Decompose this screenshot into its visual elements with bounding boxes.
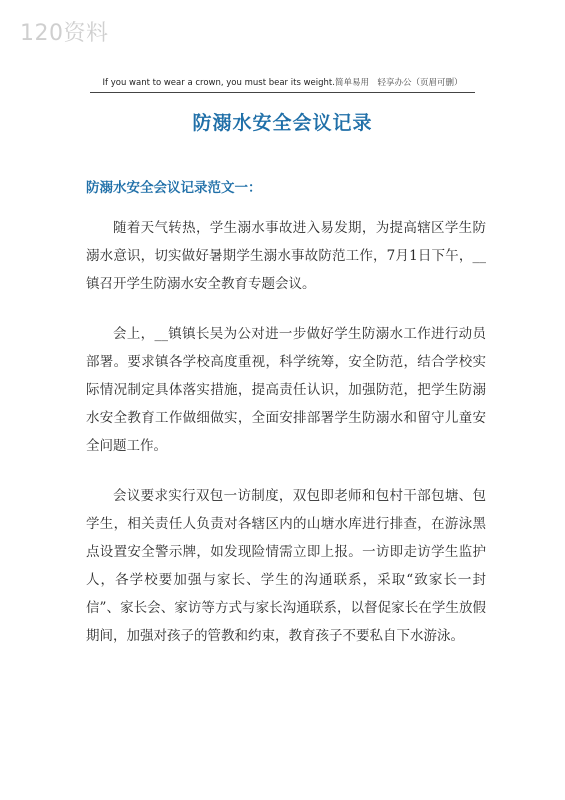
document-title: 防溺水安全会议记录: [192, 112, 373, 134]
watermark-logo: 120资料: [20, 21, 109, 46]
header-tagline: 简单易用 轻享办公（页眉可删）: [334, 78, 463, 88]
page-header: [90, 76, 475, 93]
paragraph-1: 随着天气转热，学生溺水事故进入易发期，为提高辖区学生防溺水意识，切实做好暑期学生溺水事故防范工作，7月1日下午，__镇召开学生防溺水安全教育专题会议。: [86, 220, 486, 292]
document-body: [86, 214, 486, 672]
header-motto: If you want to wear a crown, you must bear its weight.: [102, 78, 335, 88]
paragraph-2: 会上，__镇镇长吴为公对进一步做好学生防溺水工作进行动员部署。要求镇各学校高度重视，科学统筹，安全防范，结合学校实际情况制定具体落实措施，提高责任认识，加强防范，把学生防溺水安全教育工作做细做实，全面安排部署学生防溺水和留守儿童安全问题工作。: [86, 326, 486, 454]
section-heading: 防溺水安全会议记录范文一：: [86, 180, 262, 196]
paragraph-3: 会议要求实行双包一访制度，双包即老师和包村干部包塘、包学生，相关责任人负责对各辖区内的山塘水库进行排查，在游泳黑点设置安全警示牌，如发现险情需立即上报。一访即走访学生监护人，各学校要加强与家长、学生的沟通联系，采取“致家长一封信”、家长会、家访等方式与家长沟通联系，以督促家长在学生放假期间，加强对孩子的管教和约束，教育孩子不要私自下水游泳。: [86, 488, 486, 644]
